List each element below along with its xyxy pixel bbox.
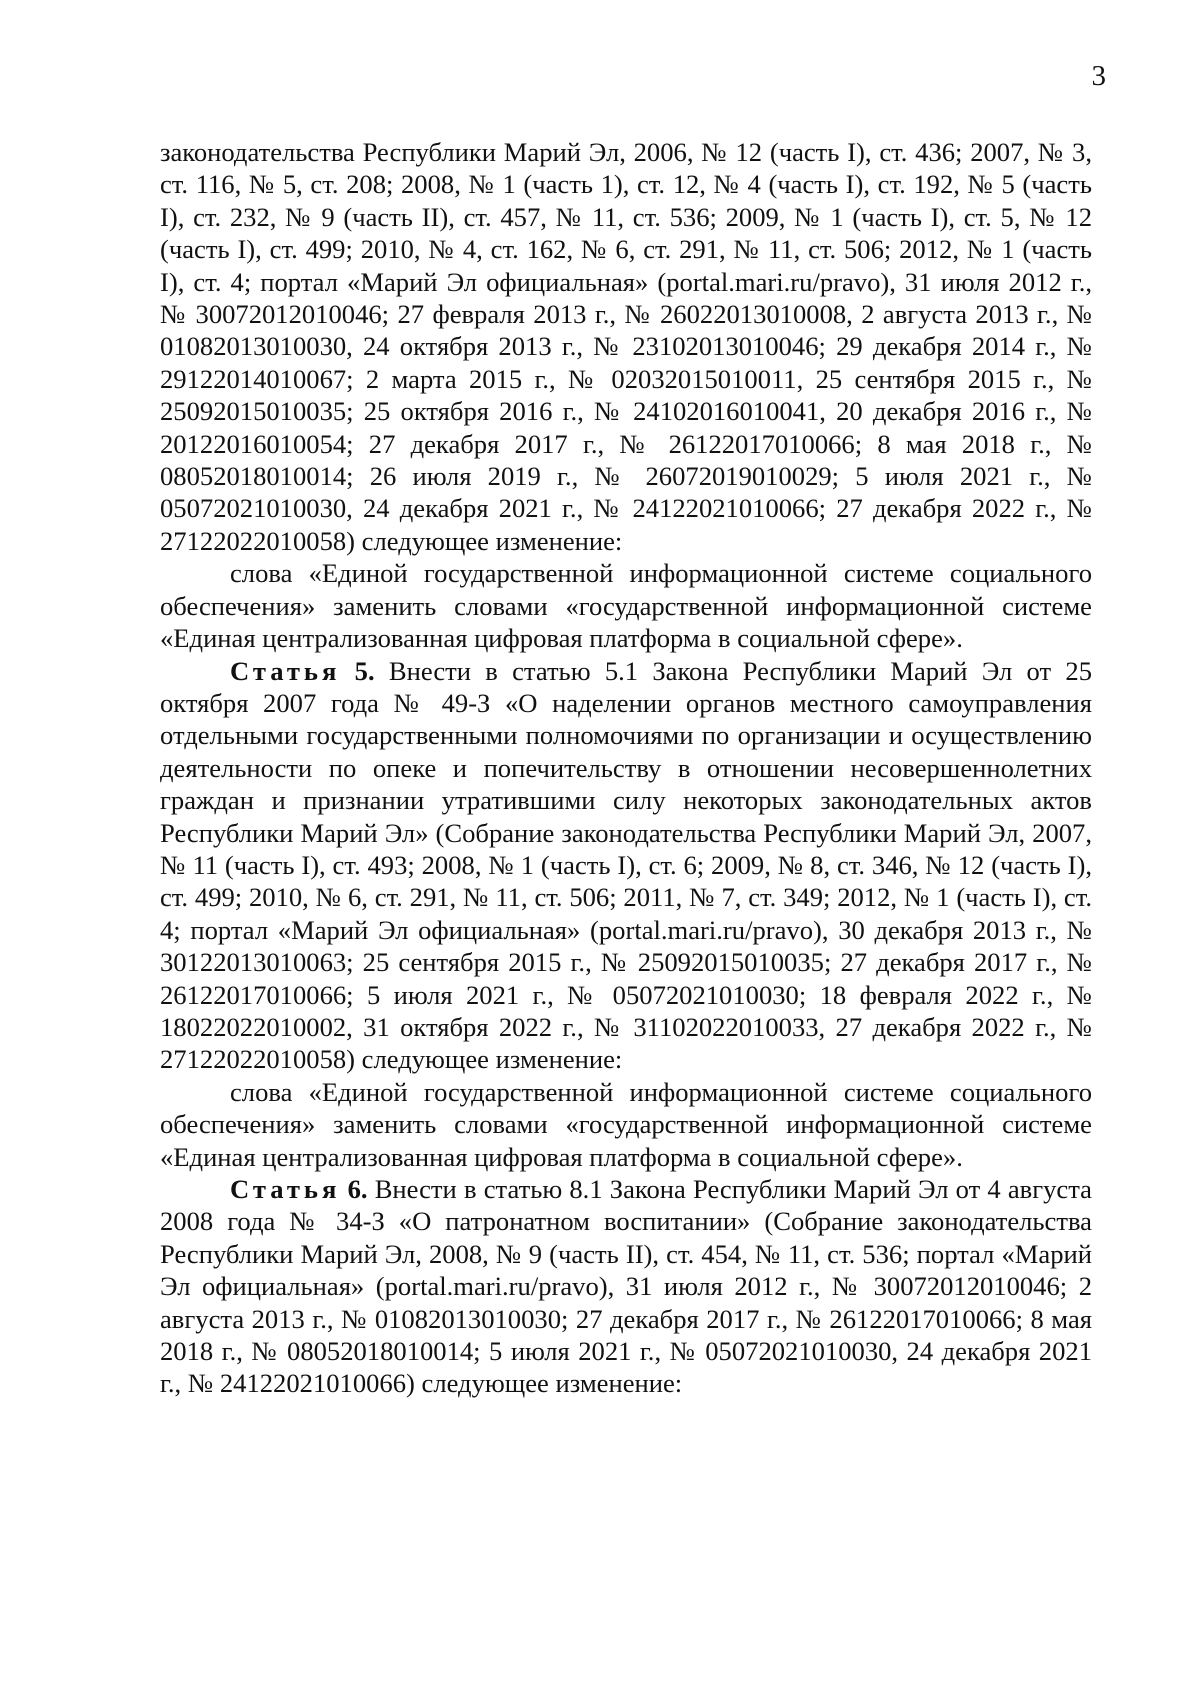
paragraph-amendment-1: слова «Единой государственной информационной системе социального обеспечения» заменить словами «государственной информационной системе «Единая централизованная цифровая платформа в социальной сфере». [160,558,1092,654]
article-5-paragraph [160,655,1092,1076]
paragraph-amendment-2: слова «Единой государственной информационной системе социального обеспечения» заменить словами «государственной информационной системе «Единая централизованная цифровая платформа в социальной сфере». [160,1076,1092,1172]
paragraph-continuation: законодательства Республики Марий Эл, 2006, № 12 (часть I), ст. 436; 2007, № 3, ст. 116, № 5, ст. 208; 2008, № 1 (часть 1), ст. 12, № 4 (часть I), ст. 192, № 5 (часть I), ст. 232, № 9 (часть II), ст. 457, № 11, ст. 536; 2009, № 1 (часть I), ст. 5, № 12 (часть I), ст. 499; 2010, № 4, ст. 162, № 6, ст. 291, № 11, ст. 506; 2012, № 1 (часть I), ст. 4; портал «Марий Эл официальная» (portal.mari.ru/pravo), 31 июля 2012 г., № 30072012010046; 27 февраля 2013 г., № 26022013010008, 2 августа 2013 г., № 01082013010030, 24 октября 2013 г., № 23102013010046; 29 декабря 2014 г., № 29122014010067; 2 марта 2015 г., № 02032015010011, 25 сентября 2015 г., № 25092015010035; 25 октября 2016 г., № 24102016010041, 20 декабря 2016 г., № 20122016010054; 27 декабря 2017 г., № 26122017010066; 8 мая 2018 г., № 08052018010014; 26 июля 2019 г., № 26072019010029; 5 июля 2021 г., № 05072021010030, 24 декабря 2021 г., № 24122021010066; 27 декабря 2022 г., № 27122022010058) следующее изменение: [160,137,1092,556]
article-6-number: 6. [347,1174,368,1204]
article-5-label: Статья [230,655,341,686]
article-6-label: Статья [230,1174,341,1204]
article-5-number: 5. [354,655,375,686]
document-body [160,136,1092,1400]
page-number: 3 [1091,60,1106,92]
article-6-paragraph [160,1173,1092,1400]
article-5-text: Внести в статью 5.1 Закона Республики Марий Эл от 25 октября 2007 года № 49-З «О наделении органов местного самоуправления отдельными государственными полномочиями по организации и осуществлению деятельности по опеке и попечительству в отношении несовершеннолетних граждан и признании утратившими силу некоторых законодательных актов Республики Марий Эл» (Собрание законодательства Республики Марий Эл, 2007, № 11 (часть I), ст. 493; 2008, № 1 (часть I), ст. 6; 2009, № 8, ст. 346, № 12 (часть I), ст. 499; 2010, № 6, ст. 291, № 11, ст. 506; 2011, № 7, ст. 349; 2012, № 1 (часть I), ст. 4; портал «Марий Эл официальная» (portal.mari.ru/pravo), 30 декабря 2013 г., № 30122013010063; 25 сентября 2015 г., № 25092015010035; 27 декабря 2017 г., № 26122017010066; 5 июля 2021 г., № 05072021010030; 18 февраля 2022 г., № 18022022010002, 31 октября 2022 г., № 31102022010033, 27 декабря 2022 г., № 27122022010058) следующее изменение: [160,655,1092,1075]
article-6-text: Внести в статью 8.1 Закона Республики Марий Эл от 4 августа 2008 года № 34-З «О патронатном воспитании» (Собрание законодательства Республики Марий Эл, 2008, № 9 (часть II), ст. 454, № 11, ст. 536; портал «Марий Эл официальная» (portal.mari.ru/pravo), 31 июля 2012 г., № 30072012010046; 2 августа 2013 г., № 01082013010030; 27 декабря 2017 г., № 26122017010066; 8 мая 2018 г., № 08052018010014; 5 июля 2021 г., № 05072021010030, 24 декабря 2021 г., № 24122021010066) следующее изменение: [160,1174,1092,1399]
